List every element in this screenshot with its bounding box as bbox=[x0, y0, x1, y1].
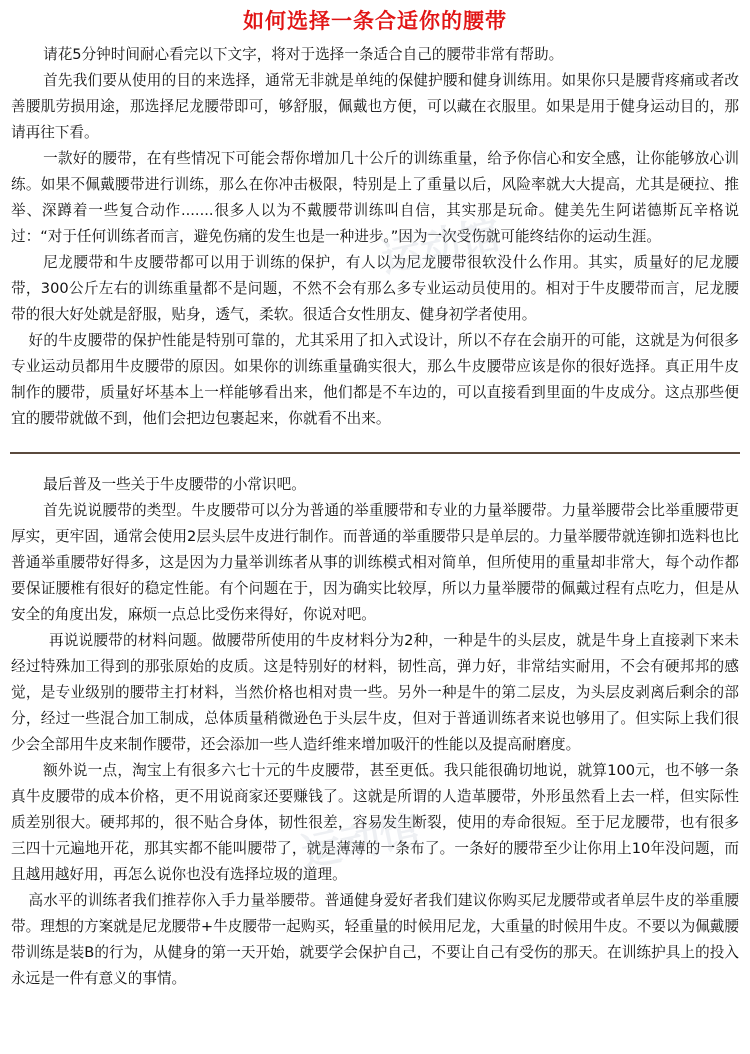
paragraph: 好的牛皮腰带的保护性能是特别可靠的，尤其采用了扣入式设计，所以不存在会崩开的可能，这就是为何很多专业运动员都用牛皮腰带的原因。如果你的训练重量确实很大，那么牛皮腰带应该是你的很好选择。真正用牛皮制作的腰带，质量好坏基本上一样能够看出来，他们都是不车边的，可以直接看到里面的牛皮成分。这点那些便宜的腰带就做不到，他们会把边包裹起来，你就看不出来。 bbox=[11, 332, 739, 427]
paragraph: 最后普及一些关于牛皮腰带的小常识吧。 bbox=[43, 476, 306, 493]
paragraph: 请花5分钟时间耐心看完以下文字，将对于选择一条适合自己的腰带非常有帮助。 bbox=[43, 46, 564, 63]
article-section-intro bbox=[0, 42, 750, 432]
watermark: 运动馆 bbox=[297, 806, 425, 877]
paragraph: 尼龙腰带和牛皮腰带都可以用于训练的保护，有人以为尼龙腰带很软没什么作用。其实，质量好的尼龙腰带，300公斤左右的训练重量都不是问题，不然不会有那么多专业运动员使用的。相对于牛皮腰带而言，尼龙腰带的很大好处就是舒服，贴身，透气，柔软。很适合女性朋友、健身初学者使用。 bbox=[11, 254, 739, 323]
paragraph: 首先说说腰带的类型。牛皮腰带可以分为普通的举重腰带和专业的力量举腰带。力量举腰带会比举重腰带更厚实，更牢固，通常会使用2层头层牛皮进行制作。而普通的举重腰带只是单层的。力量举腰带就连铆扣选料也比普通举重腰带好得多，这是因为力量举训练者从事的训练模式相对简单，但所使用的重量却非常大，每个动作都要保证腰椎有很好的稳定性能。有个问题在于，因为确实比较厚，所以力量举腰带的佩戴过程有点吃力，但是从安全的角度出发，麻烦一点总比受伤来得好，你说对吧。 bbox=[11, 502, 739, 623]
paragraph: 再说说腰带的材料问题。做腰带所使用的牛皮材料分为2种，一种是牛的头层皮，就是牛身上直接剥下来未经过特殊加工得到的那张原始的皮质。这是特别好的材料，韧性高，弹力好，非常结实耐用，不会有硬邦邦的感觉，是专业级别的腰带主打材料，当然价格也相对贵一些。另外一种是牛的第二层皮，为头层皮剥离后剩余的部分，经过一些混合加工制成，总体质量稍微逊色于头层牛皮，但对于普通训练者来说也够用了。但实际上我们很少会全部用牛皮来制作腰带，还会添加一些人造纤维来增加吸汗的性能以及提高耐磨度。 bbox=[11, 632, 739, 753]
article-section-tips bbox=[0, 472, 750, 992]
paragraph: 首先我们要从使用的目的来选择，通常无非就是单纯的保健护腰和健身训练用。如果你只是腰背疼痛或者改善腰肌劳损用途，那选择尼龙腰带即可，够舒服，佩戴也方便，可以藏在衣服里。如果是用于健身运动目的，那请再往下看。 bbox=[11, 72, 739, 141]
paragraph: 高水平的训练者我们推荐你入手力量举腰带。普通健身爱好者我们建议你购买尼龙腰带或者单层牛皮的举重腰带。理想的方案就是尼龙腰带+牛皮腰带一起购买，轻重量的时候用尼龙，大重量的时候用牛皮。不要以为佩戴腰带训练是装B的行为，从健身的第一天开始，就要学会保护自己，不要让自己有受伤的那天。在训练护具上的投入永远是一件有意义的事情。 bbox=[11, 892, 739, 987]
section-divider bbox=[10, 452, 740, 454]
watermark: 运动馆 bbox=[377, 211, 505, 282]
paragraph: 额外说一点，淘宝上有很多六七十元的牛皮腰带，甚至更低。我只能很确切地说，就算100元，也不够一条真牛皮腰带的成本价格，更不用说商家还要赚钱了。这就是所谓的人造革腰带，外形虽然看上去一样，但实际性质差别很大。硬邦邦的，很不贴合身体，韧性很差，容易发生断裂，使用的寿命很短。至于尼龙腰带，也有很多三四十元遍地开花，那其实都不能叫腰带了，就是薄薄的一条布了。一条好的腰带至少让你用上10年没问题，而且越用越好用，再怎么说你也没有选择垃圾的道理。 bbox=[11, 762, 739, 883]
paragraph: 一款好的腰带，在有些情况下可能会帮你增加几十公斤的训练重量，给予你信心和安全感，让你能够放心训练。如果不佩戴腰带进行训练，那么在你冲击极限，特别是上了重量以后，风险率就大大提高，尤其是硬拉、推举、深蹲着一些复合动作.......很多人以为不戴腰带训练叫自信，其实那是玩命。健美先生阿诺德斯瓦辛格说过：“对于任何训练者而言，避免伤痛的发生也是一种进步。”因为一次受伤就可能终结你的运动生涯。 bbox=[11, 150, 739, 245]
article-title: 如何选择一条合适你的腰带 bbox=[243, 9, 507, 33]
